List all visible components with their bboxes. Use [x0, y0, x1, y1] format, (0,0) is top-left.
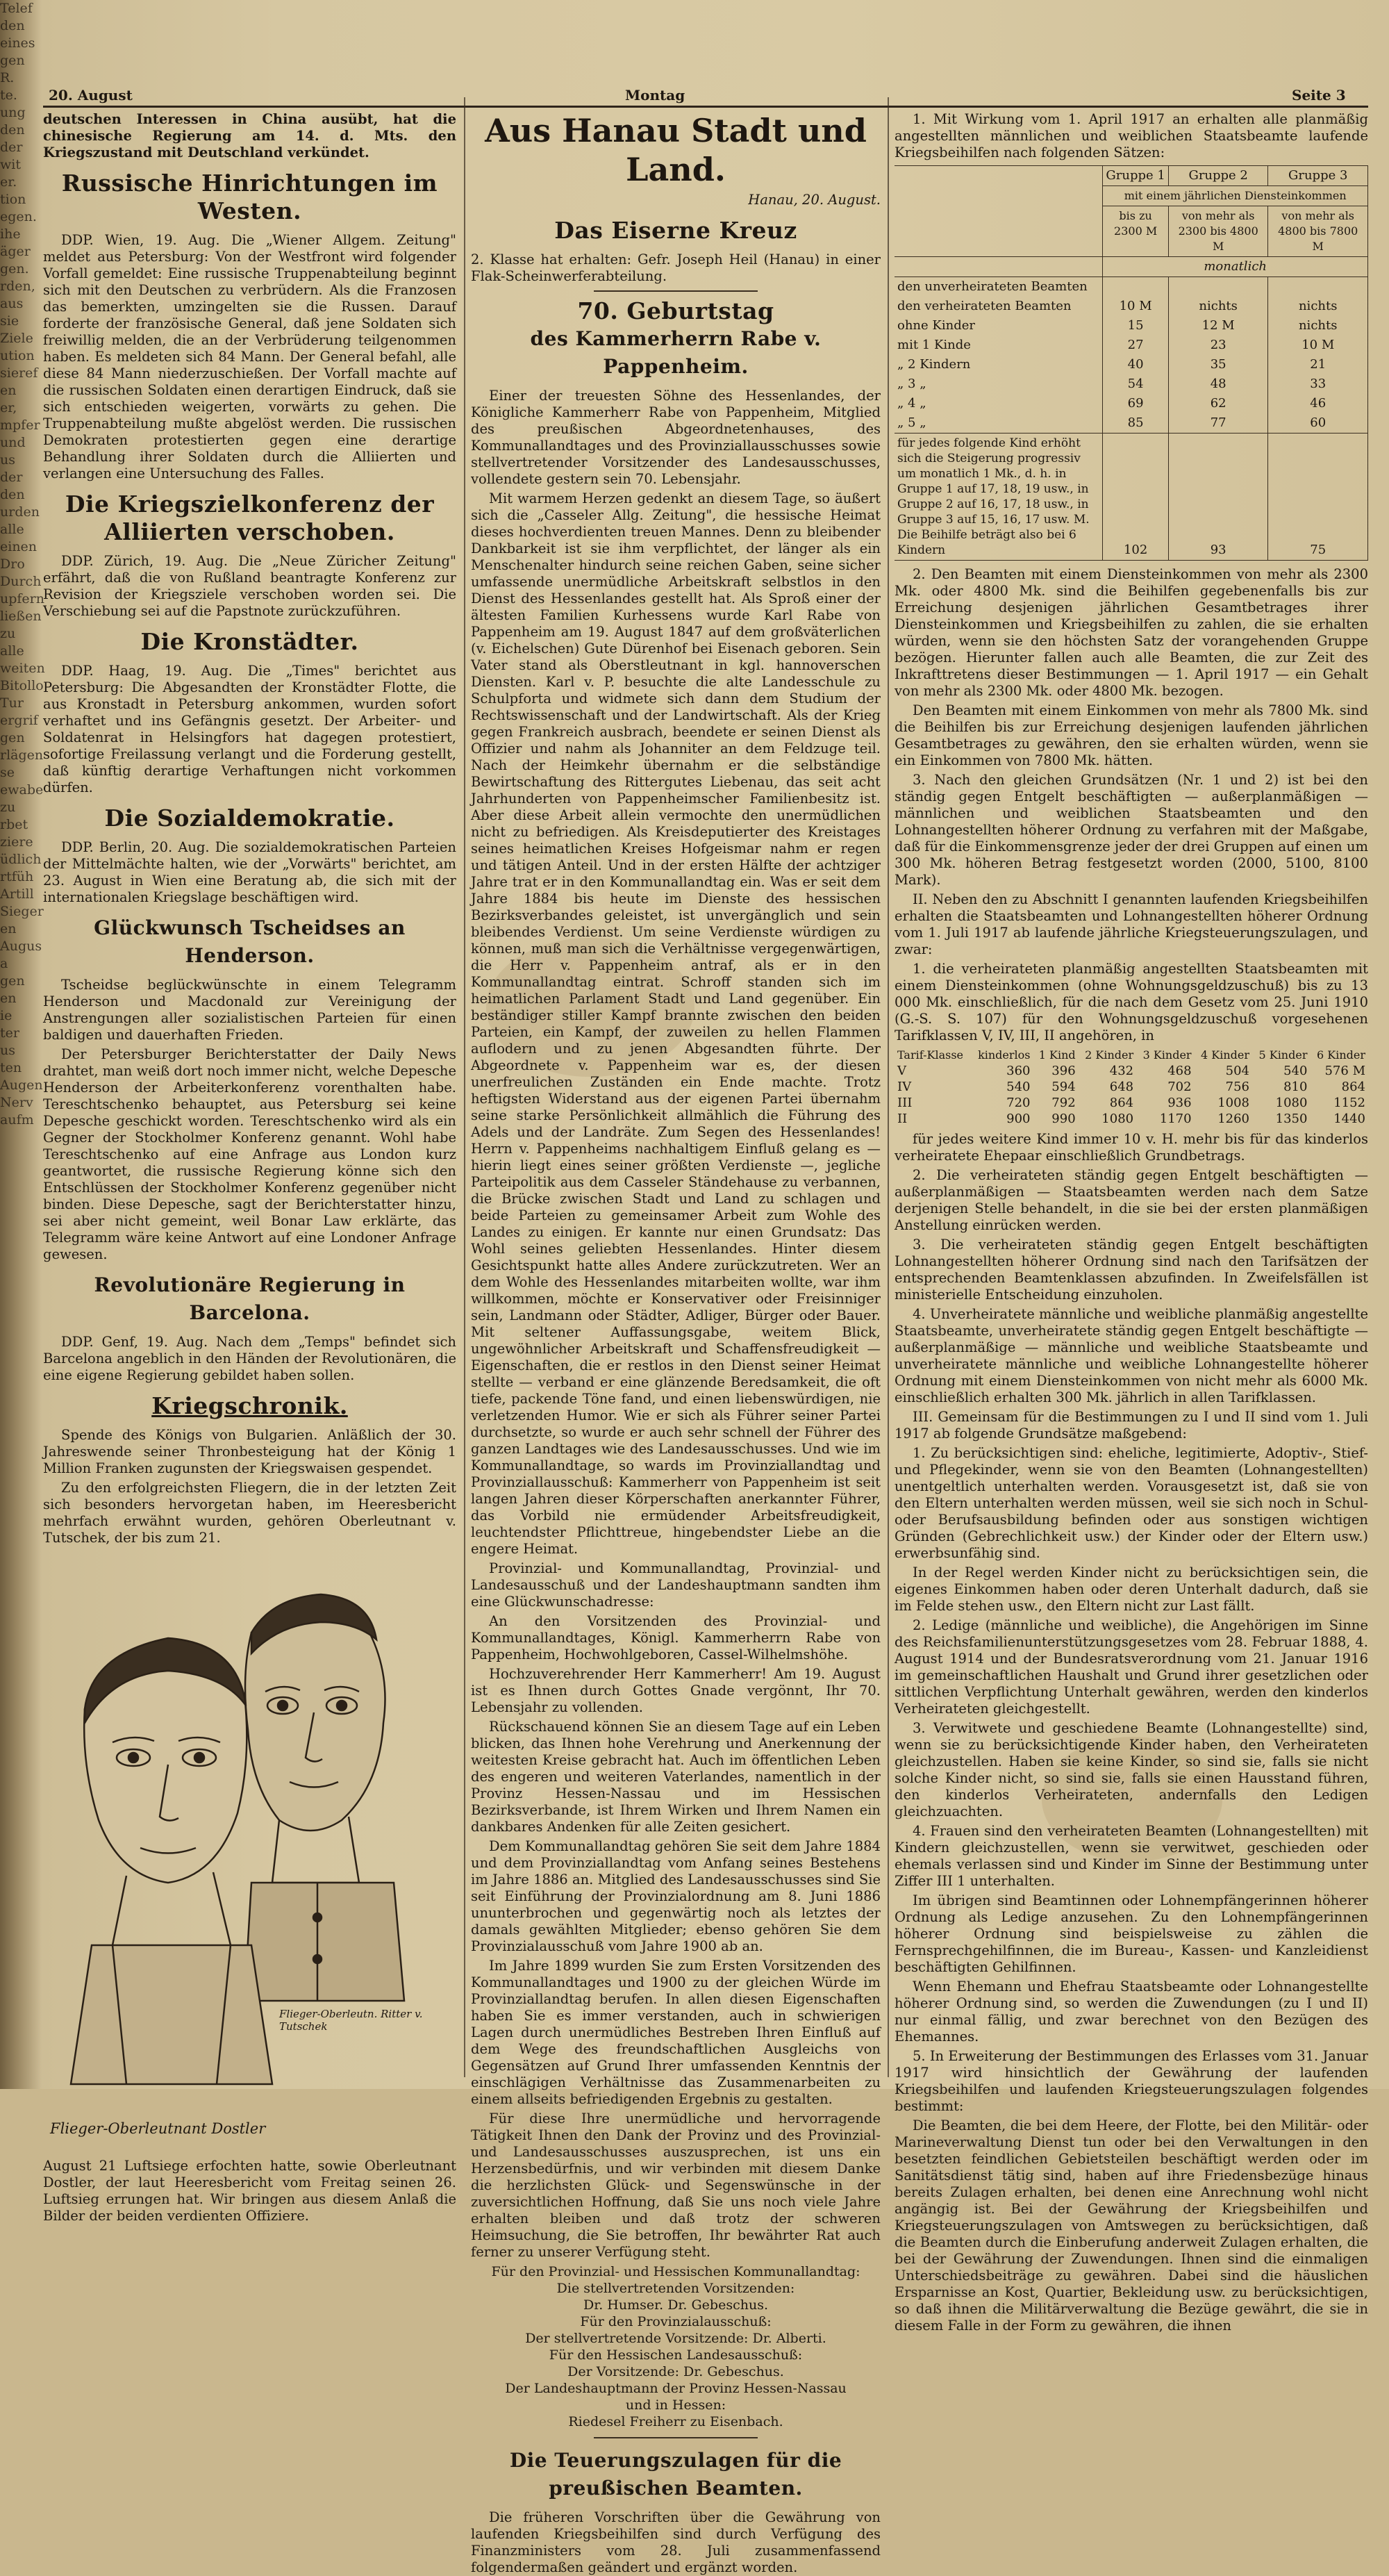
- table-cell: „ 2 Kindern: [895, 355, 1103, 374]
- gutter-fragment: ten: [0, 1060, 22, 1075]
- header-page-number: Seite 3: [1292, 87, 1346, 104]
- table-cell: II: [897, 1112, 908, 1126]
- table-cell: 12 M: [1168, 316, 1268, 336]
- article-paragraph: Rückschauend können Sie an diesem Tage auf ein Leben blicken, das Ihnen hohe Verehrung und Anerkennung der weitesten Kreise gebracht hat. Auch im öffentlichen Leben des engeren und weiteren Vaterlandes, namentlich in der Provinz Hessen-Nassau und im Hessischen Bezirksverbande, ist Ihrem Wirken und Ihrem Namen ein dankbares Andenken für alle Zeiten gesichert.: [471, 1719, 881, 1835]
- article-text: DDP. Haag, 19. Aug. Die „Times" berichtet aus Petersburg: Die Abgesandten der Kronstädter Flotte, die aus Kronstadt in Petersburg ankommen, wurden sofort verhaftet und ins Gefängnis gesetzt. Der Arbeiter- und Soldatenrat in Helsingfors hat dagegen protestiert, sofortige Freilassung verlangt und die Forderung gestellt, daß künftig derartige Verhaftungen nicht vorkommen dürfen.: [43, 663, 456, 795]
- table-cell: mit 1 Kinde: [895, 336, 1103, 355]
- table-cell: 54: [1103, 374, 1169, 394]
- article-title: Kriegschronik.: [151, 1392, 348, 1419]
- gutter-fragment: en: [0, 921, 17, 936]
- table-cell: 1008: [1217, 1096, 1250, 1110]
- gutter-fragment: ution: [0, 348, 35, 363]
- gutter-fragment: äger: [0, 244, 31, 259]
- table-header: 4 Kinder: [1201, 1048, 1250, 1062]
- article-body: [471, 388, 881, 2261]
- article-paragraph: Wenn Ehemann und Ehefrau Staatsbeamte oder Lohnangestellte höherer Ordnung sind, so werden die Zuwendungen (zu I und II) nur einmal fällig, und zwar berechnet von den Bezügen des Ehemannes.: [895, 1979, 1368, 2045]
- table-cell: 85: [1103, 413, 1169, 434]
- gutter-fragment: Augen: [0, 1078, 43, 1093]
- table-header: 6 Kinder: [1317, 1048, 1365, 1062]
- table-header: kinderlos: [978, 1048, 1031, 1062]
- table-header: 3 Kinder: [1142, 1048, 1192, 1062]
- table-header-row: [895, 1047, 1368, 1063]
- gutter-fragment: alle: [0, 522, 24, 537]
- article-title: Revolutionäre Regierung in Barcelona.: [94, 1273, 406, 1324]
- table-cell: 864: [1341, 1080, 1365, 1094]
- table-cell: „ 4 „: [895, 394, 1103, 413]
- gutter-fragment: us: [0, 452, 15, 468]
- signature-line: Riedesel Freiherr zu Eisenbach.: [568, 2414, 783, 2429]
- gutter-fragment: Tur: [0, 695, 24, 711]
- gutter-fragment: gen.: [0, 261, 29, 276]
- table-cell: V: [897, 1064, 906, 1078]
- table-row: [895, 394, 1368, 413]
- gutter-fragment: eines: [0, 35, 35, 51]
- table-cell: [1268, 277, 1368, 297]
- gutter-fragment: ie: [0, 1008, 13, 1023]
- article-text: DDP. Wien, 19. Aug. Die „Wiener Allgem. Zeitung" meldet aus Petersburg: Von der Westfront wird folgender Vorfall gemeldet: Eine russische Truppenabteilung beginnt sich mit den Deutschen zu verbrüdern. Als die Franzosen das bemerkten, umzingelten sie die Russen. Darauf forderte der französische General, daß jene Soldaten sich freiwillig melden, die an der Verbrüderung teilgenommen haben. Es meldeten sich 84 Mann. Der General befahl, alle diese 84 Mann niederzuschießen. Der Vorfall machte auf die russischen Soldaten einen derartigen Eindruck, daß sie sich entschieden weigerten, vorwärts zu gehen. Die Truppenabteilung mußte abgelöst werden. Die russischen Demokraten protestierten gegen eine derartige Behandlung ihrer Soldaten durch die Alliierten und verlangen eine Untersuchung des Falles.: [43, 232, 456, 481]
- table-cell: 93: [1168, 434, 1268, 561]
- table-header: Gruppe 3: [1268, 166, 1368, 186]
- gutter-fragment: den: [0, 18, 25, 33]
- table-cell: 756: [1225, 1080, 1250, 1094]
- article-paragraph: III. Gemeinsam für die Bestimmungen zu I und II sind vom 1. Juli 1917 ab folgende Grundsätze maßgebend:: [895, 1409, 1368, 1442]
- table-range: bis zu 2300 M: [1103, 206, 1169, 257]
- table-cell: III: [897, 1096, 913, 1110]
- table-cell: nichts: [1168, 297, 1268, 316]
- gutter-fragment: upfern: [0, 591, 44, 606]
- signature-line: Für den Provinzial- und Hessischen Kommunallandtag:: [491, 2264, 860, 2279]
- article-paragraph: 1. Zu berücksichtigen sind: eheliche, legitimierte, Adoptiv-, Stief- und Pflegekinder, wenn sie von den Beamten (Lohnangestellten) unentgeltlich unterhalten werden. Vorausgesetzt ist, daß sie von den Eltern unterhalten werden müssen, weil sie sich noch in Schul- oder Berufsausbildung befinden oder aus sonstigen wichtigen Gründen (Gebrechlichkeit usw.) der Kinder oder der Eltern usw.) erwerbsunfähig sind.: [895, 1445, 1368, 1561]
- table-row: [895, 413, 1368, 434]
- gutter-fragment: Bitollo: [0, 678, 44, 693]
- gutter-fragment: en: [0, 991, 17, 1006]
- gutter-fragment: er.: [0, 174, 17, 190]
- table-header: Gruppe 1: [1103, 166, 1169, 186]
- gutter-fragment: den: [0, 487, 25, 502]
- column-2: [471, 111, 881, 2575]
- gutter-fragment: Sieger: [0, 904, 44, 919]
- article-paragraph: Im Jahre 1899 wurden Sie zum Ersten Vorsitzenden des Kommunallandtages und 1900 zu der gleichen Würde im Provinziallandtag berufen. In allen diesen Eigenschaften haben Sie es immer verstanden, auch in schwierigen Lagen durch unermüdliches Bestreben Ihren Einfluß auf dem Wege des freundschaftlichen Ausgleichs von Gegensätzen auf Grund Ihrer umfassenden Kenntnis der einschlägigen Verhältnisse das Zusammenarbeiten zu einem allseits befriedigenden Ergebnis zu gestalten.: [471, 1958, 881, 2107]
- article-text: 2. Den Beamten mit einem Diensteinkommen von mehr als 2300 Mk. oder 4800 Mk. sind die Beihilfen gegebenenfalls bis zur Erreichung desjenigen jährlichen Gesamtbetrages ihrer Diensteinkommen und Kriegsbeihilfen zu zahlen, die sie erhalten würden, wenn sie den höchsten Satz der vorangehenden Gruppe bezögen. Hierunter fallen auch alle Beamten, die zur Zeit des Inkrafttretens dieser Bestimmungen — 1. April 1917 — ein Gehalt von mehr als 2300 Mk. oder 4800 Mk. bezogen.: [895, 566, 1368, 699]
- table-cell: 10 M: [1268, 336, 1368, 355]
- article-title: 70. Geburtstag: [577, 297, 774, 324]
- article-title: Russische Hinrichtungen im Westen.: [61, 170, 438, 224]
- gutter-fragment: gen: [0, 53, 25, 68]
- table-cell: nichts: [1268, 316, 1368, 336]
- table-range: von mehr als 2300 bis 4800 M: [1168, 206, 1268, 257]
- column-rule: [464, 97, 465, 2077]
- article-text: Der Petersburger Berichterstatter der Daily News drahtet, man weiß dort noch immer nicht, welche Depesche Henderson der Arbeiterkonferenz vorenthalten habe. Tereschtschenko behauptet, aus Petersburg sei keine Depesche geschickt worden. Tereschtschenko wird als ein Gegner der Stockholmer Konferenz genannt. Wohl habe Tereschtschenko auf eine Anfrage aus London kurz geantwortet, die russische Regierung könne sich den Entschlüssen der Stockholmer Konferenz gegenüber nicht binden. Diese Depesche, sagt der Berichterstatter hinzu, sei aber nicht gemeint, weil Bonar Law erklärte, das Telegramm wäre keine Antwort auf eine Londoner Anfrage gewesen.: [43, 1046, 456, 1262]
- table-row: [895, 1079, 1368, 1095]
- table-cell: 1260: [1217, 1112, 1250, 1126]
- gutter-fragment: aus: [0, 296, 24, 311]
- article-text: 1. die verheirateten planmäßig angestellten Staatsbeamten mit einem Diensteinkommen (ohne Wohnungsgeldzuschuß) bis zu 13 000 Mk. einschließlich, für die nach dem Gesetz vom 25. Juni 1910 (G.-S. S. 107) für den Wohnungsgeldzuschuß vorgesehenen Tarifklassen V, IV, III, II angehören, in: [895, 961, 1368, 1043]
- article-paragraph: 3. Die verheirateten ständig gegen Entgelt beschäftigten Lohnangestellten höherer Ordnung sind nach den Tarifsätzen der entsprechenden Beamtenklassen abzufinden. In Zweifelsfällen ist ministerielle Entscheidung einzuholen.: [895, 1237, 1368, 1303]
- table-row: [895, 336, 1368, 355]
- header-rule: [43, 106, 1368, 108]
- table-cell: 594: [1051, 1080, 1076, 1094]
- gutter-fragment: üdlich: [0, 852, 42, 867]
- table-cell: 396: [1051, 1064, 1076, 1078]
- gutter-fragment: tion: [0, 192, 26, 207]
- gutter-fragment: der: [0, 140, 23, 155]
- gutter-fragment: R.: [0, 70, 15, 85]
- gutter-fragment: ihe: [0, 226, 21, 242]
- table-header: 2 Kinder: [1085, 1048, 1134, 1062]
- allowance-table: [895, 165, 1368, 561]
- gutter-fragment: ziere: [0, 834, 33, 850]
- table-cell: 990: [1051, 1112, 1076, 1126]
- column-rule: [888, 97, 889, 2077]
- gutter-fragment: us: [0, 1043, 15, 1058]
- gutter-fragment: te.: [0, 88, 17, 103]
- table-header: Tarif-Klasse: [897, 1048, 963, 1062]
- table-cell: 1170: [1159, 1112, 1192, 1126]
- table-cell: 75: [1268, 434, 1368, 561]
- article-paragraph: Dem Kommunallandtag gehören Sie seit dem Jahre 1884 und dem Provinziallandtag vom Anfang seines Bestehens im Jahre 1886 an. Mitglied des Landesausschusses sind Sie seit Einführung der Provinzialordnung am 8. Juni 1886 ununterbrochen und gegenwärtig noch als letztes der damals gewählten Mitglieder; ebenso gehören Sie dem Provinzialausschuß vom Jahre 1900 ab an.: [471, 1838, 881, 1954]
- gutter-fragment: ewabe: [0, 782, 44, 798]
- table-cell: 720: [1006, 1096, 1031, 1110]
- table-row: [895, 1063, 1368, 1079]
- table-cell: 936: [1167, 1096, 1192, 1110]
- article-paragraph: 2. Ledige (männliche und weibliche), die Angehörigen im Sinne des Reichsfamilienunterstützungsgesetzes vom 28. Februar 1888, 4. August 1914 und der Bundesratsverordnung vom 21. Januar 1916 im gemeinschaftlichen Haushalt und Grund ihrer gesetzlichen oder sittlichen Verpflichtung Unterhalt gewähren, werden den kinderlos Verheirateten gleichgestellt.: [895, 1617, 1368, 1717]
- table-cell: 10 M: [1103, 297, 1169, 316]
- separator: [594, 2437, 758, 2438]
- signature-block: [471, 2263, 881, 2430]
- gutter-fragment: rbet: [0, 817, 28, 832]
- article-paragraph: 4. Unverheiratete männliche und weibliche planmäßig angestellte Staatsbeamte, unverheiratete ständig gegen Entgelt beschäftigte — außerplanmäßige — männliche und weibliche Staatsbeamte und unverheiratete männliche und weibliche Lohnangestellte höherer Ordnung mit einem Diensteinkommen von nicht mehr als 6000 Mk. einschließlich erhalten 300 Mk. jährlich in allen Tarifklassen.: [895, 1306, 1368, 1405]
- article-text: Die früheren Vorschriften über die Gewährung von laufenden Kriegsbeihilfen sind durch Verfügung des Finanzministers vom 28. Juli zusammenfassend folgendermaßen geändert und ergänzt worden.: [471, 2509, 881, 2575]
- table-row: [895, 374, 1368, 394]
- gutter-fragment: egen.: [0, 209, 37, 224]
- article-title: Die Sozialdemokratie.: [104, 804, 395, 832]
- gutter-fragment: Telef: [0, 1, 33, 16]
- gutter-fragment: er,: [0, 400, 17, 415]
- article-paragraph: Hochzuverehrender Herr Kammerherr! Am 19. August ist es Ihnen durch Gottes Gnade vergönnt, Ihr 70. Lebensjahr zu vollenden.: [471, 1666, 881, 1715]
- article-text: DDP. Berlin, 20. Aug. Die sozialdemokratischen Parteien der Mittelmächte halten, wie der „Vorwärts" berichtet, am 23. August in Wien eine Beratung ab, die sich mit der internationalen Kriegslage beschäftigen wird.: [43, 839, 456, 905]
- table-cell: [1168, 277, 1268, 297]
- gutter-fragment: zu: [0, 626, 16, 641]
- column-3: [895, 111, 1368, 2334]
- table-cell: 792: [1051, 1096, 1076, 1110]
- table-cell: 540: [1006, 1080, 1031, 1094]
- previous-page-gutter: [0, 0, 45, 2089]
- gutter-fragment: weiten: [0, 661, 45, 676]
- table-cell: IV: [897, 1080, 912, 1094]
- gutter-fragment: Ziele: [0, 331, 33, 346]
- gutter-fragment: rlägen: [0, 748, 44, 763]
- article-text: 3. Nach den gleichen Grundsätzen (Nr. 1 und 2) ist bei den ständig gegen Entgelt beschäftigten — außerplanmäßigen — männlichen und weiblichen Staatsbeamten und den Lohnangestellten höherer Ordnung zu verfahren mit der Maßgabe, daß für die Einkommensgrenze jeder der drei Gruppen auf einen um 300 Mk. höheren Betrag festgesetzt worden (2000, 5100, 8100 Mark).: [895, 772, 1368, 888]
- article-paragraph: In der Regel werden Kinder nicht zu berücksichtigen sein, die eigenes Einkommen haben oder deren Unterhalt dadurch, daß sie im Felde stehen usw., den Eltern nicht zur Last fällt.: [895, 1564, 1368, 1614]
- gutter-fragment: Artill: [0, 886, 34, 902]
- portrait-caption-right: Flieger-Oberleutn. Ritter v. Tutschek: [279, 2008, 423, 2033]
- table-cell: 23: [1168, 336, 1268, 355]
- table-cell: nichts: [1268, 297, 1368, 316]
- table-cell: 21: [1268, 355, 1368, 374]
- article-paragraph: Mit warmem Herzen gedenkt an diesem Tage, so äußert sich die „Casseler Allg. Zeitung", die hessische Heimat dieses hochverdienten treuen Mannes. Denn zu bleibender Dankbarkeit ist sie ihm verpflichtet, der länger als ein Menschenalter hindurch seine reichen Gaben, seine sicher umfassende unermüdliche Arbeitskraft selbstlos in den Dienst des Hessenlandes gestellt hat. Als Sproß einer der ältesten Familien Kurhessens wurde Karl Rabe von Pappenheim am 19. August 1847 auf dem großväterlichen (v. Eichelschen) Gute Dürenhof bei Eisenach geboren. Sein Vater stand als Oberstleutnant in kgl. hannoverschen Diensten. Karl v. P. besuchte die alte Landesschule zu Schulpforta und widmete sich dann dem Studium der Rechtswissenschaft und der Landwirtschaft. Als der Krieg gegen Frankreich ausbrach, beendete er seinen Dienst als Offizier und nahm als Johanniter an dem Feldzuge teil. Nach der Heimkehr übernahm er die selbständige Bewirtschaftung des Rittergutes Liebenau, das seit acht Jahrhunderten von Pappenheimscher Familienbesitz ist. Aber diese Arbeit allein vermochte den unermüdlichen nicht zu befriedigen. Als Kreisdeputierter des Kreistages seines heimatlichen Kreises Hofgeismar nahm er regen und tätigen Anteil. Und in der ersten Hälfte der achtziger Jahre trat er in den Kommunallandtag ein. Was er seit dem Jahre 1884 bis heute im Dienste des hessischen Bezirksverbandes geleistet, ist unvergänglich und sein bleibendes Verdienst. Um seine Verdienste würdigen zu können, muß man sich die Verhältnisse vergegenwärtigen, die Herr v. Pappenheim antraf, als er in den Kommunallandtag eintrat. Schroff standen sich im heimatlichen Parlament Stadt und Land gegenüber. Ein beständiger stiller Kampf brannte zwischen den beiden Parteien, ein Kampf, der zuweilen zu hellen Flammen auflodern und zu jenen Abgesandten führte. Der Abgeordnete v. Pappenheim war es, der diesen unerfreulichen Zuständen ein Ende machte. Trotz heftigsten Widerstand aus der eigenen Partei übernahm seine starke Persönlichkeit allmählich die Führung des Adels und der Landräte. Zum Segen des Hessenlandes! Herrn v. Pappenheims nachhaltigem Einfluß gelang es — hierin liegt eines seiner größten Verdienste —, jegliche Parteipolitik aus dem Casseler Ständehause zu verbannen, die Brücke zwischen Stadt und Land zu schlagen und beide Parteien zu gemeinsamer Arbeit zum Wohle des Landes zu einigen. Er kannte nur einen Grundsatz: Das Wohl seines geliebten Hessenlandes. Hinter diesem Gesichtspunkt hatte alles Andere zurückzutreten. Wer an dem Wohle des Hessenlandes mitarbeiten wollte, war ihm willkommen, möchte er Konservativer oder Freisinniger sein, Landmann oder Städter, Adliger, Bürger oder Bauer. Mit seltener Auffassungsgabe, weitem Blick, ungewöhnlicher Arbeitskraft und Schaffensfreudigkeit — Eigenschaften, die er restlos in den Dienst seiner Heimat stellte — verband er eine glänzende Beredsamkeit, die oft tiefe, packende Töne fand, und einen liebenswürdigen, nie verletzenden Humor. Wie er sich als Führer seiner Partei durchsetzte, so wurde er auch sehr schnell der Führer des ganzen Landtages wie des Landesausschusses. Und wie im Kommunallandtage, so wards im Provinziallandtag und Provinziallausschuß: Kammerherr von Pappenheim ist seit langen Jahren dieser Körperschaften anerkannter Führer, das Vorbild nie ermüdender Arbeitsfreudigkeit, leuchtendster Pflichttreue, hingebendster Liebe an die engere Heimat.: [471, 490, 881, 1557]
- article-text: 1. Mit Wirkung vom 1. April 1917 an erhalten alle planmäßig angestellten männlichen und weiblichen Staatsbeamte laufende Kriegsbeihilfen nach folgenden Sätzen:: [895, 111, 1368, 160]
- signature-line: Der stellvertretende Vorsitzende: Dr. Alberti.: [525, 2331, 826, 2346]
- table-cell: 468: [1167, 1064, 1192, 1078]
- article-text: DDP. Zürich, 19. Aug. Die „Neue Züricher Zeitung" erfährt, daß die von Rußland beantragte Konferenz zur Revision der Kriegsziele verschoben worden sei. Die Verschiebung sei auf die Papstnote zurückzuführen.: [43, 553, 456, 619]
- article-paragraph: 3. Verwitwete und geschiedene Beamte (Lohnangestellte) sind, wenn sie zu berücksichtigende Kinder haben, den Verheirateten gleichzustellen. Haben sie keine Kinder, so sind sie, falls sie nicht solche Kinder nicht, so sind sie, falls sie einen Hausstand führen, den kinderlos Verheirateten, andernfalls den Ledigen gleichzuachten.: [895, 1720, 1368, 1819]
- article-paragraph: 4. Frauen sind den verheirateten Beamten (Lohnangestellten) mit Kindern gleichzustellen, wenn sie verwitwet, geschieden oder ehemals verlassen sind und Kinder im Sinne der Bestimmung unter Ziffer III 1 unterhalten.: [895, 1823, 1368, 1889]
- gutter-fragment: sie: [0, 313, 19, 329]
- article-title: Die Kriegszielkonferenz der Alliierten verschoben.: [65, 490, 435, 545]
- table-cell: 900: [1006, 1112, 1031, 1126]
- gutter-fragment: wit: [0, 157, 21, 172]
- article-paragraph: Einer der treuesten Söhne des Hessenlandes, der Königliche Kammerherr Rabe von Pappenheim, Mitglied des preußischen Abgeordnetenhauses, des Kommunallandtages und des Provinziallausschusses sowie stellvertretender Vorsitzender des Landesausschusses, vollendete gestern sein 70. Lebensjahr.: [471, 388, 881, 487]
- gutter-fragment: gen: [0, 730, 25, 745]
- gutter-fragment: Augus: [0, 939, 42, 954]
- article-paragraph: Für diese Ihre unermüdliche und hervorragende Tätigkeit Ihnen den Dank der Provinz und des Provinzial- und Landesausschusses auszusprechen, ist uns ein Herzensbedürfnis, und wir verbinden mit diesem Danke die herzlichsten Glück- und Segenswünsche in der zuversichtlichen Hoffnung, daß Sie uns noch viele Jahre erhalten bleiben und daß trotz der schweren Heimsuchung, die Sie betroffen, Ihr bewährter Rat auch ferner zu unserer Verfügung steht.: [471, 2111, 881, 2260]
- separator: [594, 290, 758, 292]
- table-cell: 360: [1006, 1064, 1031, 1078]
- gutter-fragment: einen: [0, 539, 38, 554]
- table-cell: 77: [1168, 413, 1268, 434]
- table-cell: „ 3 „: [895, 374, 1103, 394]
- article-text: Tscheidse beglückwünschte in einem Telegramm Henderson und Macdonald zur Vereinigung der Anstrengungen aller sozialistischen Parteien für einen baldigen und dauerhaften Frieden.: [43, 977, 456, 1043]
- article-text: 2. Klasse hat erhalten: Gefr. Joseph Heil (Hanau) in einer Flak-Scheinwerferabteilung.: [471, 251, 881, 284]
- table-corner: [895, 166, 1103, 257]
- gutter-fragment: ergrif: [0, 713, 38, 728]
- gutter-fragment: ung: [0, 105, 26, 120]
- table-subheader: mit einem jährlichen Diensteinkommen: [1103, 186, 1368, 206]
- article-title: Glückwunsch Tscheidses an Henderson.: [94, 916, 406, 967]
- gutter-fragment: ter: [0, 1025, 19, 1041]
- gutter-fragment: den: [0, 122, 25, 138]
- article-text: II. Neben den zu Abschnitt I genannten laufenden Kriegsbeihilfen erhalten die Staatsbeamten und Lohnangestellten höherer Ordnung vom 1. Juli 1917 ab laufende jährliche Kriegsteuerungszulagen, und zwar:: [895, 891, 1368, 957]
- table-row: [895, 1111, 1368, 1127]
- table-cell: 504: [1225, 1064, 1250, 1078]
- table-cell: 33: [1268, 374, 1368, 394]
- table-row: [895, 297, 1368, 316]
- table-cell: 69: [1103, 394, 1169, 413]
- table-cell: 15: [1103, 316, 1169, 336]
- gutter-fragment: Dro: [0, 556, 25, 572]
- table-row: [895, 1095, 1368, 1111]
- gutter-fragment: aufm: [0, 1112, 34, 1128]
- article-text: Spende des Königs von Bulgarien. Anläßlich der 30. Jahreswende seiner Thronbesteigung hat der König 1 Million Franken zugunsten der Kriegswaisen gespendet.: [43, 1427, 456, 1476]
- signature-line: Für den Hessischen Landesausschuß:: [549, 2347, 803, 2363]
- signature-line: Die stellvertretenden Vorsitzenden:: [556, 2281, 795, 2296]
- signature-line: Der Landeshauptmann der Provinz Hessen-Nassau: [505, 2381, 847, 2396]
- table-cell: 702: [1167, 1080, 1192, 1094]
- table-cell: 1080: [1275, 1096, 1308, 1110]
- table-cell: 1152: [1333, 1096, 1365, 1110]
- gutter-fragment: der: [0, 470, 23, 485]
- intro-text: deutschen Interessen in China ausübt, hat die chinesische Regierung am 14. d. Mts. den Kriegszustand mit Deutschland verkündet.: [43, 111, 456, 160]
- article-subtitle: des Kammerherrn Rabe v. Pappenheim.: [530, 327, 822, 378]
- portrait-caption-left: Flieger-Oberleutnant Dostler: [50, 2120, 266, 2137]
- gutter-fragment: ließen: [0, 609, 42, 624]
- table-cell: 48: [1168, 374, 1268, 394]
- table-header: Gruppe 2: [1168, 166, 1268, 186]
- table-cell: 576 M: [1324, 1064, 1365, 1078]
- article-body: [895, 1131, 1368, 2334]
- table-cell: „ 5 „: [895, 413, 1103, 434]
- gutter-fragment: sieref: [0, 365, 38, 381]
- gutter-fragment: Nerv: [0, 1095, 33, 1110]
- table-row: [895, 355, 1368, 374]
- signature-line: und in Hessen:: [625, 2397, 726, 2413]
- table-header: 5 Kinder: [1258, 1048, 1308, 1062]
- gutter-fragment: urden: [0, 504, 40, 520]
- gutter-fragment: rtfüh: [0, 869, 34, 884]
- portrait-illustration: [43, 1556, 456, 2154]
- header-date: 20. August: [49, 87, 133, 104]
- article-text: Zu den erfolgreichsten Fliegern, die in der letzten Zeit sich besonders hervorgetan haben, im Heeresbericht mehrfach erwähnt wurden, gehören Oberleutnant v. Tutschek, der bis zum 21.: [43, 1480, 456, 1546]
- dateline: Hanau, 20. August.: [748, 192, 881, 208]
- header-day: Montag: [625, 87, 685, 104]
- table-cell: den verheirateten Beamten: [895, 297, 1103, 316]
- gutter-fragment: en: [0, 383, 17, 398]
- table-cell: [1103, 277, 1169, 297]
- gutter-fragment: mpfer: [0, 418, 40, 433]
- article-title: Die Teuerungszulagen für die preußischen Beamten.: [509, 2449, 842, 2500]
- signature-line: Dr. Humser. Dr. Gebeschus.: [583, 2297, 768, 2313]
- article-paragraph: Im übrigen sind Beamtinnen oder Lohnempfängerinnen höherer Ordnung als Ledige anzusehen. Zu den Lohnempfängerinnen höherer Ordnung sind beispielsweise zu zählen die Fernsprechgehilfinnen, die im Bureau-, Kassen- und Kanzleidienst beschäftigten Gehilfinnen.: [895, 1892, 1368, 1975]
- table-cell: 810: [1283, 1080, 1308, 1094]
- column-1: [43, 111, 456, 2224]
- table-row: [895, 277, 1368, 297]
- gutter-fragment: gen: [0, 973, 25, 989]
- article-paragraph: 2. Die verheirateten ständig gegen Entgelt beschäftigten — außerplanmäßigen — Staatsbeamten werden nach dem Satze derjenigen Stelle behandelt, in die sie bei der ersten planmäßigen Anstellung einrücken werden.: [895, 1167, 1368, 1233]
- gutter-fragment: und: [0, 435, 26, 450]
- article-paragraph: 5. In Erweiterung der Bestimmungen des Erlasses vom 31. Januar 1917 wird hinsichtlich der Gewährung der laufenden Kriegsbeihilfen und laufenden Kriegsteuerungszulagen folgendes bestimmt:: [895, 2048, 1368, 2114]
- article-text: Den Beamten mit einem Einkommen von mehr als 7800 Mk. sind die Beihilfen bis zur Erreichung desjenigen laufenden jährlichen Gesamtbetrages zu gewähren, den sie erhalten würden, wenn sie ein Einkommen von 7800 Mk. hätten.: [895, 702, 1368, 768]
- article-text: DDP. Genf, 19. Aug. Nach dem „Temps" befindet sich Barcelona angeblich in den Händen der Revolutionären, die eine eigene Regierung gebildet haben sollen.: [43, 1334, 456, 1383]
- table-unit: monatlich: [1103, 257, 1368, 277]
- table-cell: 432: [1109, 1064, 1134, 1078]
- table-cell: 864: [1109, 1096, 1134, 1110]
- gutter-fragment: se: [0, 765, 15, 780]
- section-title: Aus Hanau Stadt und Land.: [485, 112, 867, 188]
- article-paragraph: An den Vorsitzenden des Provinzial- und Kommunallandtages, Königl. Kammerherrn Rabe von Pappenheim, Hochwohlgeboren, Cassel-Wilhelmshöhe.: [471, 1613, 881, 1662]
- table-cell: 40: [1103, 355, 1169, 374]
- table-cell: 27: [1103, 336, 1169, 355]
- article-paragraph: Die Beamten, die bei dem Heere, der Flotte, bei den Militär- oder Marineverwaltung Dienst tun oder bei den Verwaltungen in den besetzten feindlichen Gebietsteilen beschäftigt werden oder im Sanitätsdienst tätig sind, haben auf ihre Friedensbezüge hinaus bereits Zulagen erhalten, bei denen eine Anrechnung wohl nicht angängig ist. Bei der Gewährung der Kriegsbeihilfen und Kriegsteuerungszulagen von Amtswegen zu berücksichtigen, daß die Beamten durch die Einberufung anderweit Zulagen erhalten, die bei der Gewährung der Zuwendungen. Ihnen sind die einmaligen Unterschiedsbeiträge zu gewähren. Dabei sind die häuslichen Ersparnisse an Kost, Quartier, Bekleidung usw. zu berücksichtigen, so daß ihnen die Militärverwaltung die Bezüge gewährt, die sie in diesem Falle in der Form zu gewähren, die ihnen: [895, 2117, 1368, 2334]
- tariff-table: [895, 1047, 1368, 1127]
- signature-line: Der Vorsitzende: Dr. Gebeschus.: [567, 2364, 784, 2379]
- table-cell: 1080: [1101, 1112, 1134, 1126]
- table-cell: 1350: [1275, 1112, 1308, 1126]
- article-title: Die Kronstädter.: [140, 628, 359, 655]
- table-cell: 648: [1109, 1080, 1134, 1094]
- gutter-fragment: rden,: [0, 279, 35, 294]
- table-cell: 46: [1268, 394, 1368, 413]
- table-row: [895, 316, 1368, 336]
- table-cell: 62: [1168, 394, 1268, 413]
- gutter-fragment: zu: [0, 800, 16, 815]
- article-paragraph: für jedes weitere Kind immer 10 v. H. mehr bis für das kinderlos verheiratete Ehepaar einschließlich Grundbetrags.: [895, 1131, 1368, 1164]
- article-title: Das Eiserne Kreuz: [554, 217, 797, 244]
- gutter-fragment: alle: [0, 643, 24, 659]
- article-paragraph: Provinzial- und Kommunallandtag, Provinzial- und Landesausschuß und der Landeshauptmann sandten ihm eine Glückwunschadresse:: [471, 1560, 881, 1610]
- gutter-fragment: a: [0, 956, 8, 971]
- table-range: von mehr als 4800 bis 7800 M: [1268, 206, 1368, 257]
- table-cell: 60: [1268, 413, 1368, 434]
- table-cell: den unverheirateten Beamten: [895, 277, 1103, 297]
- table-note: für jedes folgende Kind erhöht sich die Steigerung progressiv um monatlich 1 Mk., d. h. in Gruppe 1 auf 17, 18, 19 usw., in Gruppe 2 auf 16, 17, 18 usw., in Gruppe 3 auf 15, 16, 17 usw. M. Die Beihilfe beträgt also bei 6 Kindern: [895, 434, 1103, 561]
- table-cell: 102: [1103, 434, 1169, 561]
- gutter-fragment: Durch: [0, 574, 42, 589]
- article-text: August 21 Luftsiege erfochten hatte, sowie Oberleutnant Dostler, der laut Heeresbericht vom Freitag seinen 26. Luftsieg errungen hat. Wir bringen aus diesem Anlaß die Bilder der beiden verdienten Offiziere.: [43, 2158, 456, 2224]
- signature-line: Für den Provinzialausschuß:: [580, 2314, 772, 2329]
- table-cell: 1440: [1333, 1112, 1365, 1126]
- table-header: 1 Kind: [1038, 1048, 1076, 1062]
- table-cell: ohne Kinder: [895, 316, 1103, 336]
- table-cell: 540: [1283, 1064, 1308, 1078]
- table-cell: 35: [1168, 355, 1268, 374]
